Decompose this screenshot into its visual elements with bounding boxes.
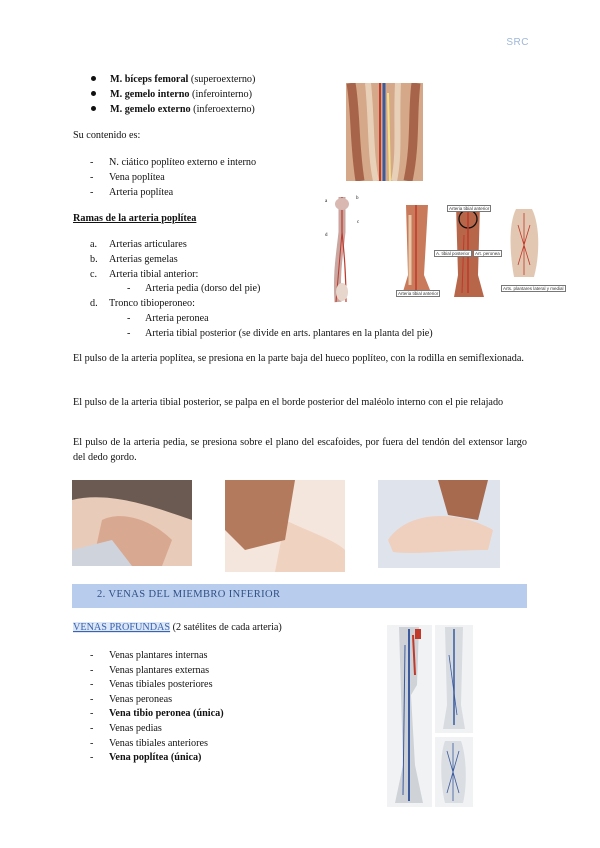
plantar-foot-image bbox=[506, 205, 542, 282]
vena-item: - Venas plantares externas bbox=[90, 665, 210, 676]
ramas-item-a: a. Arterias articulares bbox=[90, 239, 187, 250]
figure-letter-a: a bbox=[325, 199, 328, 204]
header-initials: SRC bbox=[506, 37, 529, 48]
anterior-leg-image bbox=[398, 205, 435, 297]
section-venas-header bbox=[72, 584, 527, 608]
leg-veins-image bbox=[387, 625, 432, 807]
foot-veins-illustration bbox=[435, 737, 473, 807]
photo-pulso-pedia bbox=[378, 480, 500, 568]
label-peronea: Art. peronea bbox=[475, 251, 500, 256]
muscle-item-1: M. bíceps femoral (superoexterno) bbox=[91, 73, 255, 86]
contenido-item: - Arteria poplítea bbox=[90, 187, 174, 198]
muscle-item-3: M. gemelo externo (inferoexterno) bbox=[91, 103, 255, 116]
leg-veins-lateral-illustration bbox=[435, 625, 473, 733]
contenido-intro: Su contenido es: bbox=[73, 130, 141, 141]
vena-item: - Venas plantares internas bbox=[90, 650, 208, 661]
muscle-item-2: M. gemelo interno (inferointerno) bbox=[91, 88, 252, 101]
label-arteria-tibial-anterior-2: Arteria tibial anterior bbox=[449, 206, 490, 211]
leg-veins-illustration bbox=[387, 625, 432, 807]
ramas-subitem-pedia: - Arteria pedia (dorso del pie) bbox=[127, 283, 261, 294]
photo-pulso-popliteo bbox=[72, 480, 192, 566]
arterial-tree-figure bbox=[322, 192, 362, 305]
contenido-item: - Vena poplítea bbox=[90, 172, 165, 183]
ramas-title: Ramas de la arteria poplítea bbox=[73, 213, 197, 224]
paragraph-pulso-pedia: El pulso de la arteria pedia, se presiona sobre el plano del escafoides, por fuera del tendón del extensor largo del dedo gordo. bbox=[73, 437, 527, 463]
paragraph-pulso-tibial-posterior: El pulso de la arteria tibial posterior, se palpa en el borde posterior del maléolo interno con el pie relajado bbox=[73, 397, 504, 408]
bullet-icon bbox=[91, 106, 96, 111]
pedal-pulse-photo bbox=[378, 480, 500, 568]
arterial-tree-illustration bbox=[322, 192, 362, 305]
ramas-subitem-peronea: - Arteria peronea bbox=[127, 313, 209, 324]
ramas-item-b: b. Arterias gemelas bbox=[90, 254, 178, 265]
section-venas-title: 2. VENAS DEL MIEMBRO INFERIOR bbox=[97, 589, 281, 600]
label-arteria-tibial-anterior-1: Arteria tibial anterior bbox=[398, 291, 439, 296]
venas-profundas-heading: VENAS PROFUNDAS (2 satélites de cada arteria) bbox=[73, 622, 282, 633]
plantar-foot-illustration bbox=[506, 205, 542, 282]
vena-item: - Vena tibio peronea (única) bbox=[90, 708, 224, 719]
bullet-icon bbox=[91, 76, 96, 81]
vena-item: - Venas pedias bbox=[90, 723, 162, 734]
vena-item: - Venas tibiales posteriores bbox=[90, 679, 213, 690]
ramas-item-c: c. Arteria tibial anterior: bbox=[90, 269, 199, 280]
bullet-icon bbox=[91, 91, 96, 96]
photo-pulso-tibial-posterior bbox=[225, 480, 345, 572]
popliteal-dissection-image bbox=[346, 83, 423, 181]
contenido-item: - N. ciático poplíteo externo e interno bbox=[90, 157, 257, 168]
vena-item: - Venas tibiales anteriores bbox=[90, 738, 209, 749]
paragraph-pulso-poplitea: El pulso de la arteria poplítea, se presiona en la parte baja del hueco poplíteo, con la rodilla en semiflexionada. bbox=[73, 353, 524, 364]
anterior-leg-illustration bbox=[398, 205, 435, 297]
figure-letter-d: d bbox=[325, 233, 328, 238]
figure-letter-b: b bbox=[356, 196, 359, 201]
label-arts-plantares: Arts. plantares lateral y medial bbox=[503, 286, 564, 291]
foot-veins-image bbox=[435, 737, 473, 807]
tibial-pulse-photo bbox=[225, 480, 345, 572]
vena-item: - Venas peroneas bbox=[90, 694, 173, 705]
figure-letter-c: c bbox=[357, 220, 360, 225]
label-tibial-posterior: A. tibial posterior bbox=[436, 251, 470, 256]
ramas-subitem-tibial-posterior: - Arteria tibial posterior (se divide en arts. plantares en la planta del pie) bbox=[127, 328, 433, 339]
popliteal-pulse-photo bbox=[72, 480, 192, 566]
leg-veins-lateral-image bbox=[435, 625, 473, 733]
ramas-item-d: d. Tronco tibioperoneo: bbox=[90, 298, 195, 309]
popliteal-anatomy-illustration bbox=[346, 83, 423, 181]
vena-item: - Vena poplítea (única) bbox=[90, 752, 202, 763]
